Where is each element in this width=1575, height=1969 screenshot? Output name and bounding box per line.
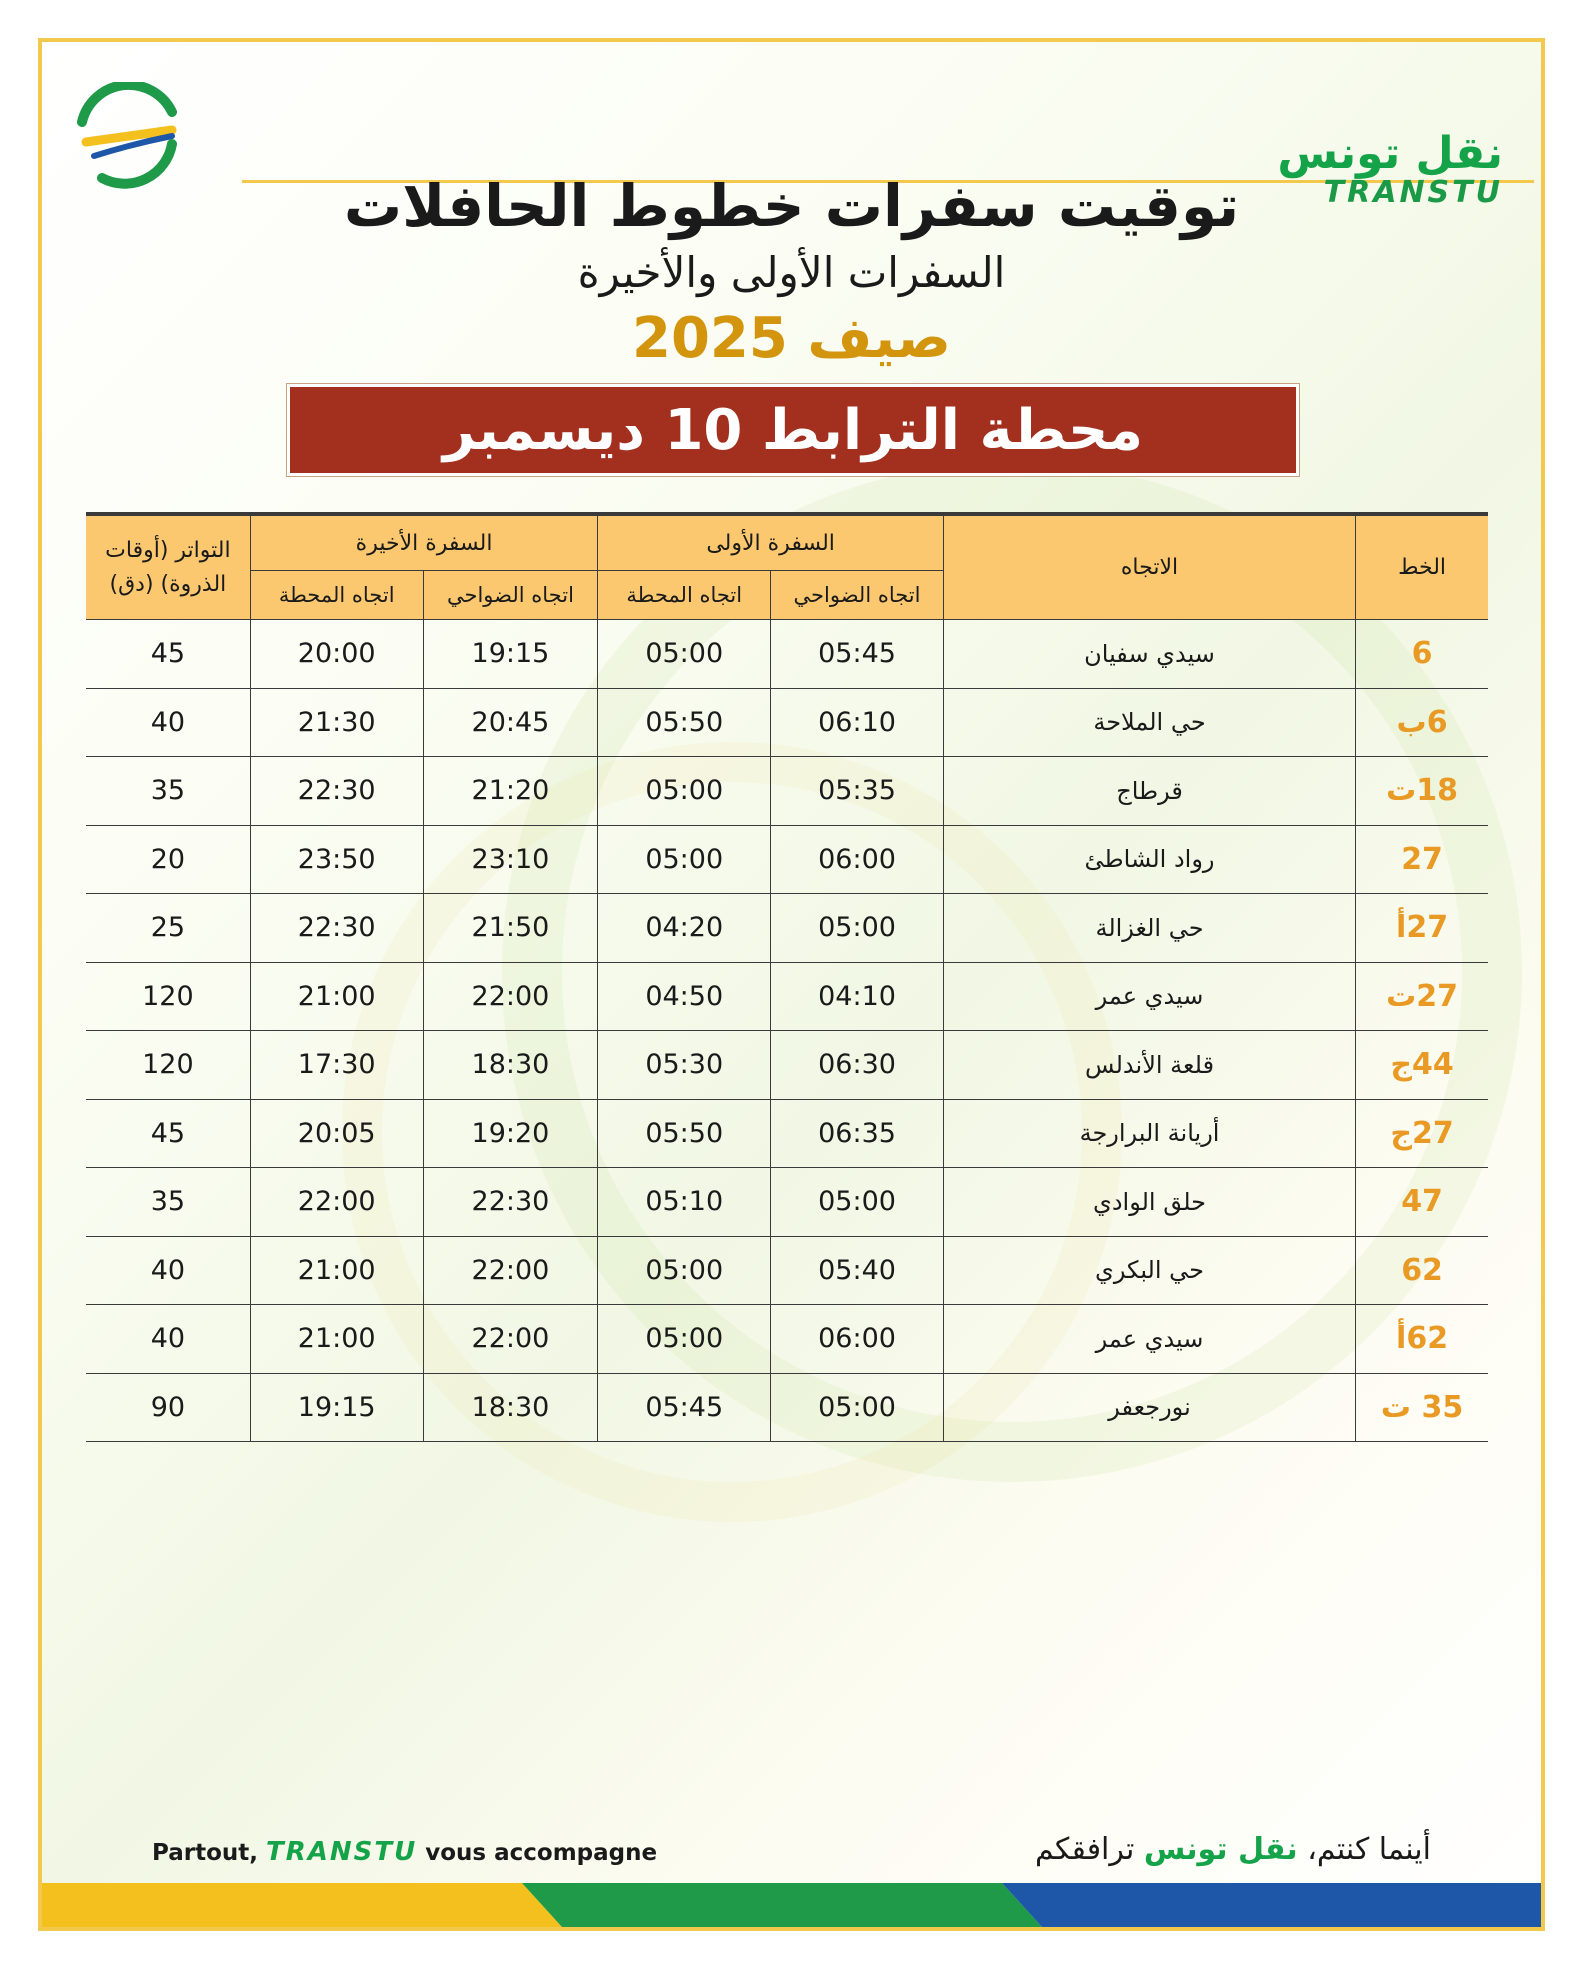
slogan-fr-brand: TRANSTU: [266, 1837, 418, 1867]
stripe-green: [522, 1883, 1042, 1927]
slogan-fr-prefix: Partout,: [152, 1840, 267, 1866]
line-number: 35 ت: [1356, 1373, 1488, 1442]
destination: قرطاج: [943, 757, 1355, 826]
table-row: [86, 1236, 1488, 1305]
table-row: [86, 894, 1488, 963]
header-last-to-suburb: اتجاه الضواحي: [423, 571, 598, 620]
first-to-station: 05:50: [598, 688, 771, 757]
frequency: 35: [86, 1168, 250, 1237]
destination: حي البكري: [943, 1236, 1355, 1305]
season-label: صيف 2025: [631, 306, 952, 371]
slogan-ar-brand: نقل تونس: [1143, 1832, 1298, 1867]
frequency: 40: [86, 688, 250, 757]
last-to-station: 23:50: [250, 825, 423, 894]
destination: سيدي عمر: [943, 1305, 1355, 1374]
last-to-suburb: 22:00: [423, 962, 598, 1031]
footer-color-stripes: [42, 1883, 1541, 1927]
table-row: [86, 620, 1488, 689]
table-row: [86, 1373, 1488, 1442]
line-number: 27أ: [1356, 894, 1488, 963]
line-number: 6: [1356, 620, 1488, 689]
table-row: [86, 825, 1488, 894]
first-to-station: 05:00: [598, 757, 771, 826]
frequency: 120: [86, 1031, 250, 1100]
header-first-to-suburb: اتجاه الضواحي: [771, 571, 944, 620]
last-to-station: 17:30: [250, 1031, 423, 1100]
slogan-ar-suffix: ترافقكم: [1035, 1832, 1144, 1867]
page-subtitle: السفرات الأولى والأخيرة: [577, 248, 1006, 297]
footer-slogan-french: [152, 1837, 657, 1867]
frequency: 40: [86, 1305, 250, 1374]
frequency: 35: [86, 757, 250, 826]
header-last-to-station: اتجاه المحطة: [250, 571, 423, 620]
schedule-table: [86, 512, 1488, 1442]
last-to-suburb: 21:20: [423, 757, 598, 826]
table-row: [86, 962, 1488, 1031]
header-last-trip: السفرة الأخيرة: [250, 514, 598, 571]
logo-latin: TRANSTU: [1323, 175, 1503, 210]
first-to-station: 05:00: [598, 1236, 771, 1305]
table-row: [86, 1168, 1488, 1237]
last-to-suburb: 19:15: [423, 620, 598, 689]
table-row: [86, 757, 1488, 826]
last-to-station: 22:30: [250, 757, 423, 826]
logo-arabic: نقل تونس: [1277, 128, 1503, 179]
last-to-station: 19:15: [250, 1373, 423, 1442]
station-banner: [287, 384, 1299, 476]
destination: رواد الشاطئ: [943, 825, 1355, 894]
last-to-station: 21:30: [250, 688, 423, 757]
first-to-suburb: 04:10: [771, 962, 944, 1031]
destination: حي الملاحة: [943, 688, 1355, 757]
line-number: 44ج: [1356, 1031, 1488, 1100]
last-to-suburb: 19:20: [423, 1099, 598, 1168]
page-title: توقيت سفرات خطوط الحافلات: [343, 172, 1240, 240]
last-to-station: 21:00: [250, 962, 423, 1031]
first-to-suburb: 06:35: [771, 1099, 944, 1168]
table-row: [86, 688, 1488, 757]
last-to-suburb: 20:45: [423, 688, 598, 757]
first-to-suburb: 05:40: [771, 1236, 944, 1305]
line-number: 27ج: [1356, 1099, 1488, 1168]
first-to-suburb: 05:45: [771, 620, 944, 689]
first-to-suburb: 05:00: [771, 1373, 944, 1442]
destination: سيدي سفيان: [943, 620, 1355, 689]
poster-frame: [38, 38, 1545, 1931]
line-number: 27ت: [1356, 962, 1488, 1031]
first-to-station: 05:50: [598, 1099, 771, 1168]
destination: حلق الوادي: [943, 1168, 1355, 1237]
first-to-suburb: 05:35: [771, 757, 944, 826]
line-number: 62أ: [1356, 1305, 1488, 1374]
destination: حي الغزالة: [943, 894, 1355, 963]
last-to-station: 21:00: [250, 1305, 423, 1374]
first-to-suburb: 06:30: [771, 1031, 944, 1100]
first-to-station: 05:45: [598, 1373, 771, 1442]
header-first-trip: السفرة الأولى: [598, 514, 944, 571]
last-to-station: 22:00: [250, 1168, 423, 1237]
last-to-suburb: 22:00: [423, 1236, 598, 1305]
header-first-to-station: اتجاه المحطة: [598, 571, 771, 620]
header-line: الخط: [1356, 514, 1488, 620]
destination: نورجعفر: [943, 1373, 1355, 1442]
first-to-station: 04:50: [598, 962, 771, 1031]
stripe-yellow: [42, 1883, 562, 1927]
frequency: 25: [86, 894, 250, 963]
footer-slogan-arabic: [1035, 1832, 1431, 1867]
first-to-station: 05:30: [598, 1031, 771, 1100]
last-to-station: 20:05: [250, 1099, 423, 1168]
first-to-suburb: 06:00: [771, 825, 944, 894]
slogan-fr-suffix: vous accompagne: [417, 1840, 658, 1866]
table-row: [86, 1305, 1488, 1374]
first-to-suburb: 06:10: [771, 688, 944, 757]
last-to-suburb: 18:30: [423, 1031, 598, 1100]
frequency: 45: [86, 620, 250, 689]
line-number: 27: [1356, 825, 1488, 894]
first-to-station: 05:10: [598, 1168, 771, 1237]
destination: قلعة الأندلس: [943, 1031, 1355, 1100]
header-destination: الاتجاه: [943, 514, 1355, 620]
first-to-station: 05:00: [598, 620, 771, 689]
destination: أريانة البرارجة: [943, 1099, 1355, 1168]
frequency: 20: [86, 825, 250, 894]
station-name: محطة الترابط 10 ديسمبر: [442, 397, 1144, 463]
frequency: 90: [86, 1373, 250, 1442]
slogan-ar-prefix: أينما كنتم،: [1297, 1832, 1431, 1867]
first-to-suburb: 06:00: [771, 1305, 944, 1374]
frequency: 45: [86, 1099, 250, 1168]
last-to-suburb: 23:10: [423, 825, 598, 894]
line-number: 62: [1356, 1236, 1488, 1305]
first-to-station: 04:20: [598, 894, 771, 963]
last-to-suburb: 22:00: [423, 1305, 598, 1374]
first-to-suburb: 05:00: [771, 1168, 944, 1237]
last-to-station: 22:30: [250, 894, 423, 963]
table-row: [86, 1031, 1488, 1100]
first-to-station: 05:00: [598, 1305, 771, 1374]
frequency: 120: [86, 962, 250, 1031]
table-row: [86, 1099, 1488, 1168]
last-to-suburb: 22:30: [423, 1168, 598, 1237]
last-to-station: 21:00: [250, 1236, 423, 1305]
last-to-suburb: 21:50: [423, 894, 598, 963]
last-to-station: 20:00: [250, 620, 423, 689]
frequency: 40: [86, 1236, 250, 1305]
line-number: 6ب: [1356, 688, 1488, 757]
destination: سيدي عمر: [943, 962, 1355, 1031]
stripe-blue: [1002, 1883, 1541, 1927]
first-to-station: 05:00: [598, 825, 771, 894]
first-to-suburb: 05:00: [771, 894, 944, 963]
line-number: 18ت: [1356, 757, 1488, 826]
header-frequency: التواتر (أوقات الذروة) (دق): [86, 514, 250, 620]
last-to-suburb: 18:30: [423, 1373, 598, 1442]
line-number: 47: [1356, 1168, 1488, 1237]
